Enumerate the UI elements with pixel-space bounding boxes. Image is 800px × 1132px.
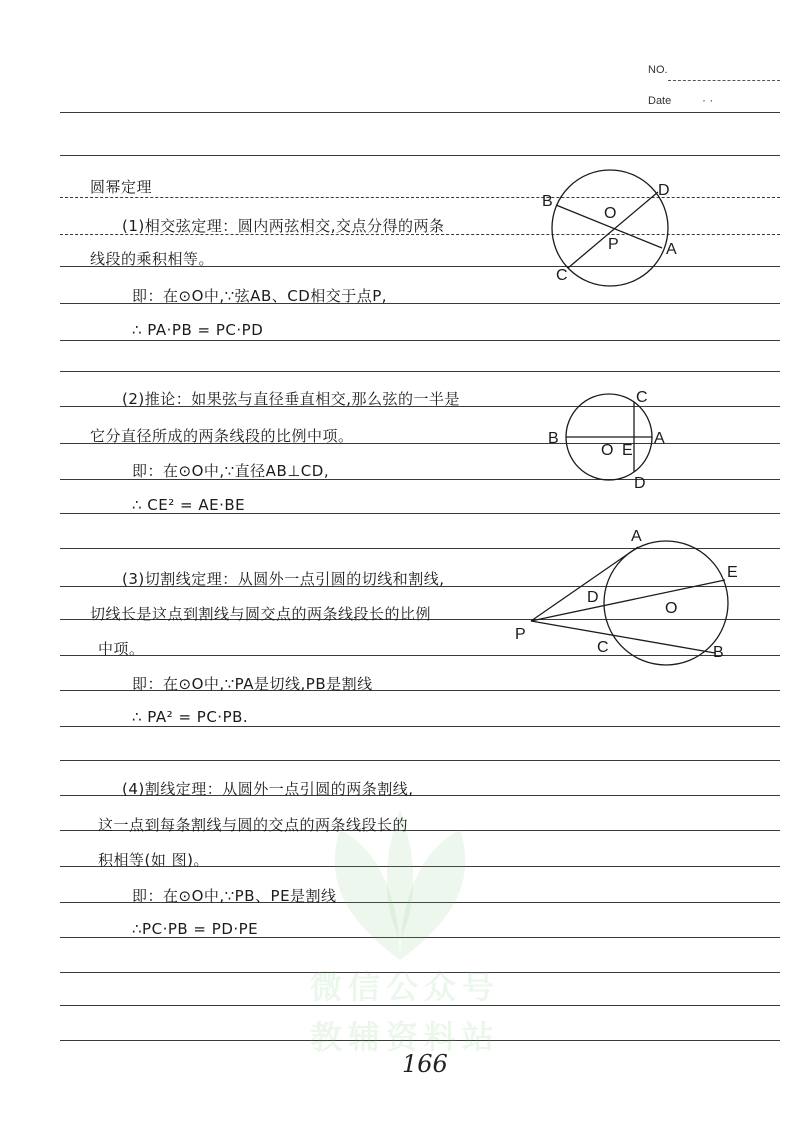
label-o: O xyxy=(601,442,614,459)
label-a: A xyxy=(654,430,665,447)
label-p: P xyxy=(608,236,619,253)
label-c: C xyxy=(556,267,568,284)
text-line: 切线长是这点到割线与圆交点的两条线段长的比例 xyxy=(90,605,432,623)
figure-intersecting-chords xyxy=(540,170,700,290)
section-title: 圆幂定理 xyxy=(90,178,153,196)
text-line: 即：在⊙O中,∵PA是切线,PB是割线 xyxy=(132,675,373,693)
text-line: 中项。 xyxy=(98,640,145,658)
ruled-line xyxy=(60,760,780,761)
ruled-line xyxy=(60,112,780,113)
label-e: E xyxy=(622,442,633,459)
text-line: 即：在⊙O中,∵直径AB⊥CD, xyxy=(132,462,330,480)
label-a: A xyxy=(666,241,677,258)
text-line: (3)切割线定理：从圆外一点引圆的切线和割线, xyxy=(122,570,445,588)
label-b: B xyxy=(542,193,553,210)
label-b: B xyxy=(713,644,724,661)
text-line: 积相等(如 图)。 xyxy=(98,851,209,869)
text-line: ∴ CE² = AE·BE xyxy=(132,496,246,514)
ruled-line xyxy=(60,726,780,727)
text-line: 这一点到每条割线与圆的交点的两条线段长的 xyxy=(98,816,409,834)
ruled-line xyxy=(60,371,780,372)
no-label: NO. xyxy=(648,64,668,76)
text-line: (2)推论：如果弦与直径垂直相交,那么弦的一半是 xyxy=(122,390,461,408)
date-dots: · · xyxy=(702,93,714,107)
chord-cd xyxy=(568,192,658,268)
label-d: D xyxy=(658,182,670,199)
label-o: O xyxy=(665,600,678,617)
text-line: ∴PC·PB = PD·PE xyxy=(132,920,259,938)
label-c: C xyxy=(597,639,609,656)
label-e: E xyxy=(727,564,738,581)
label-d: D xyxy=(634,475,646,492)
text-line: ∴ PA·PB = PC·PD xyxy=(132,321,264,339)
label-d: D xyxy=(587,589,599,606)
text-line: 即：在⊙O中,∵弦AB、CD相交于点P, xyxy=(132,287,388,305)
text-line: ∴ PA² = PC·PB. xyxy=(132,708,249,726)
ruled-line xyxy=(60,155,780,156)
label-a: A xyxy=(631,528,642,545)
label-b: B xyxy=(548,430,559,447)
label-c: C xyxy=(636,389,648,406)
figure-perpendicular-diameter xyxy=(540,385,680,495)
text-line: 它分直径所成的两条线段的比例中项。 xyxy=(90,427,354,445)
watermark-line-1: 微信公众号 xyxy=(310,968,501,1006)
page-number: 166 xyxy=(402,1050,448,1078)
circle xyxy=(552,170,668,286)
label-p: P xyxy=(515,626,526,643)
text-line: (1)相交弦定理：圆内两弦相交,交点分得的两条 xyxy=(122,217,445,235)
label-o: O xyxy=(604,205,617,222)
text-line: 即：在⊙O中,∵PB、PE是割线 xyxy=(132,887,337,905)
text-line: (4)割线定理：从圆外一点引圆的两条割线, xyxy=(122,780,414,798)
ruled-line xyxy=(60,340,780,341)
date-label: Date xyxy=(648,95,672,107)
no-dotted-line xyxy=(668,80,780,81)
figure-tangent-secant xyxy=(505,525,765,675)
watermark-line-2: 教辅资料站 xyxy=(310,1018,501,1056)
text-line: 线段的乘积相等。 xyxy=(90,250,215,268)
